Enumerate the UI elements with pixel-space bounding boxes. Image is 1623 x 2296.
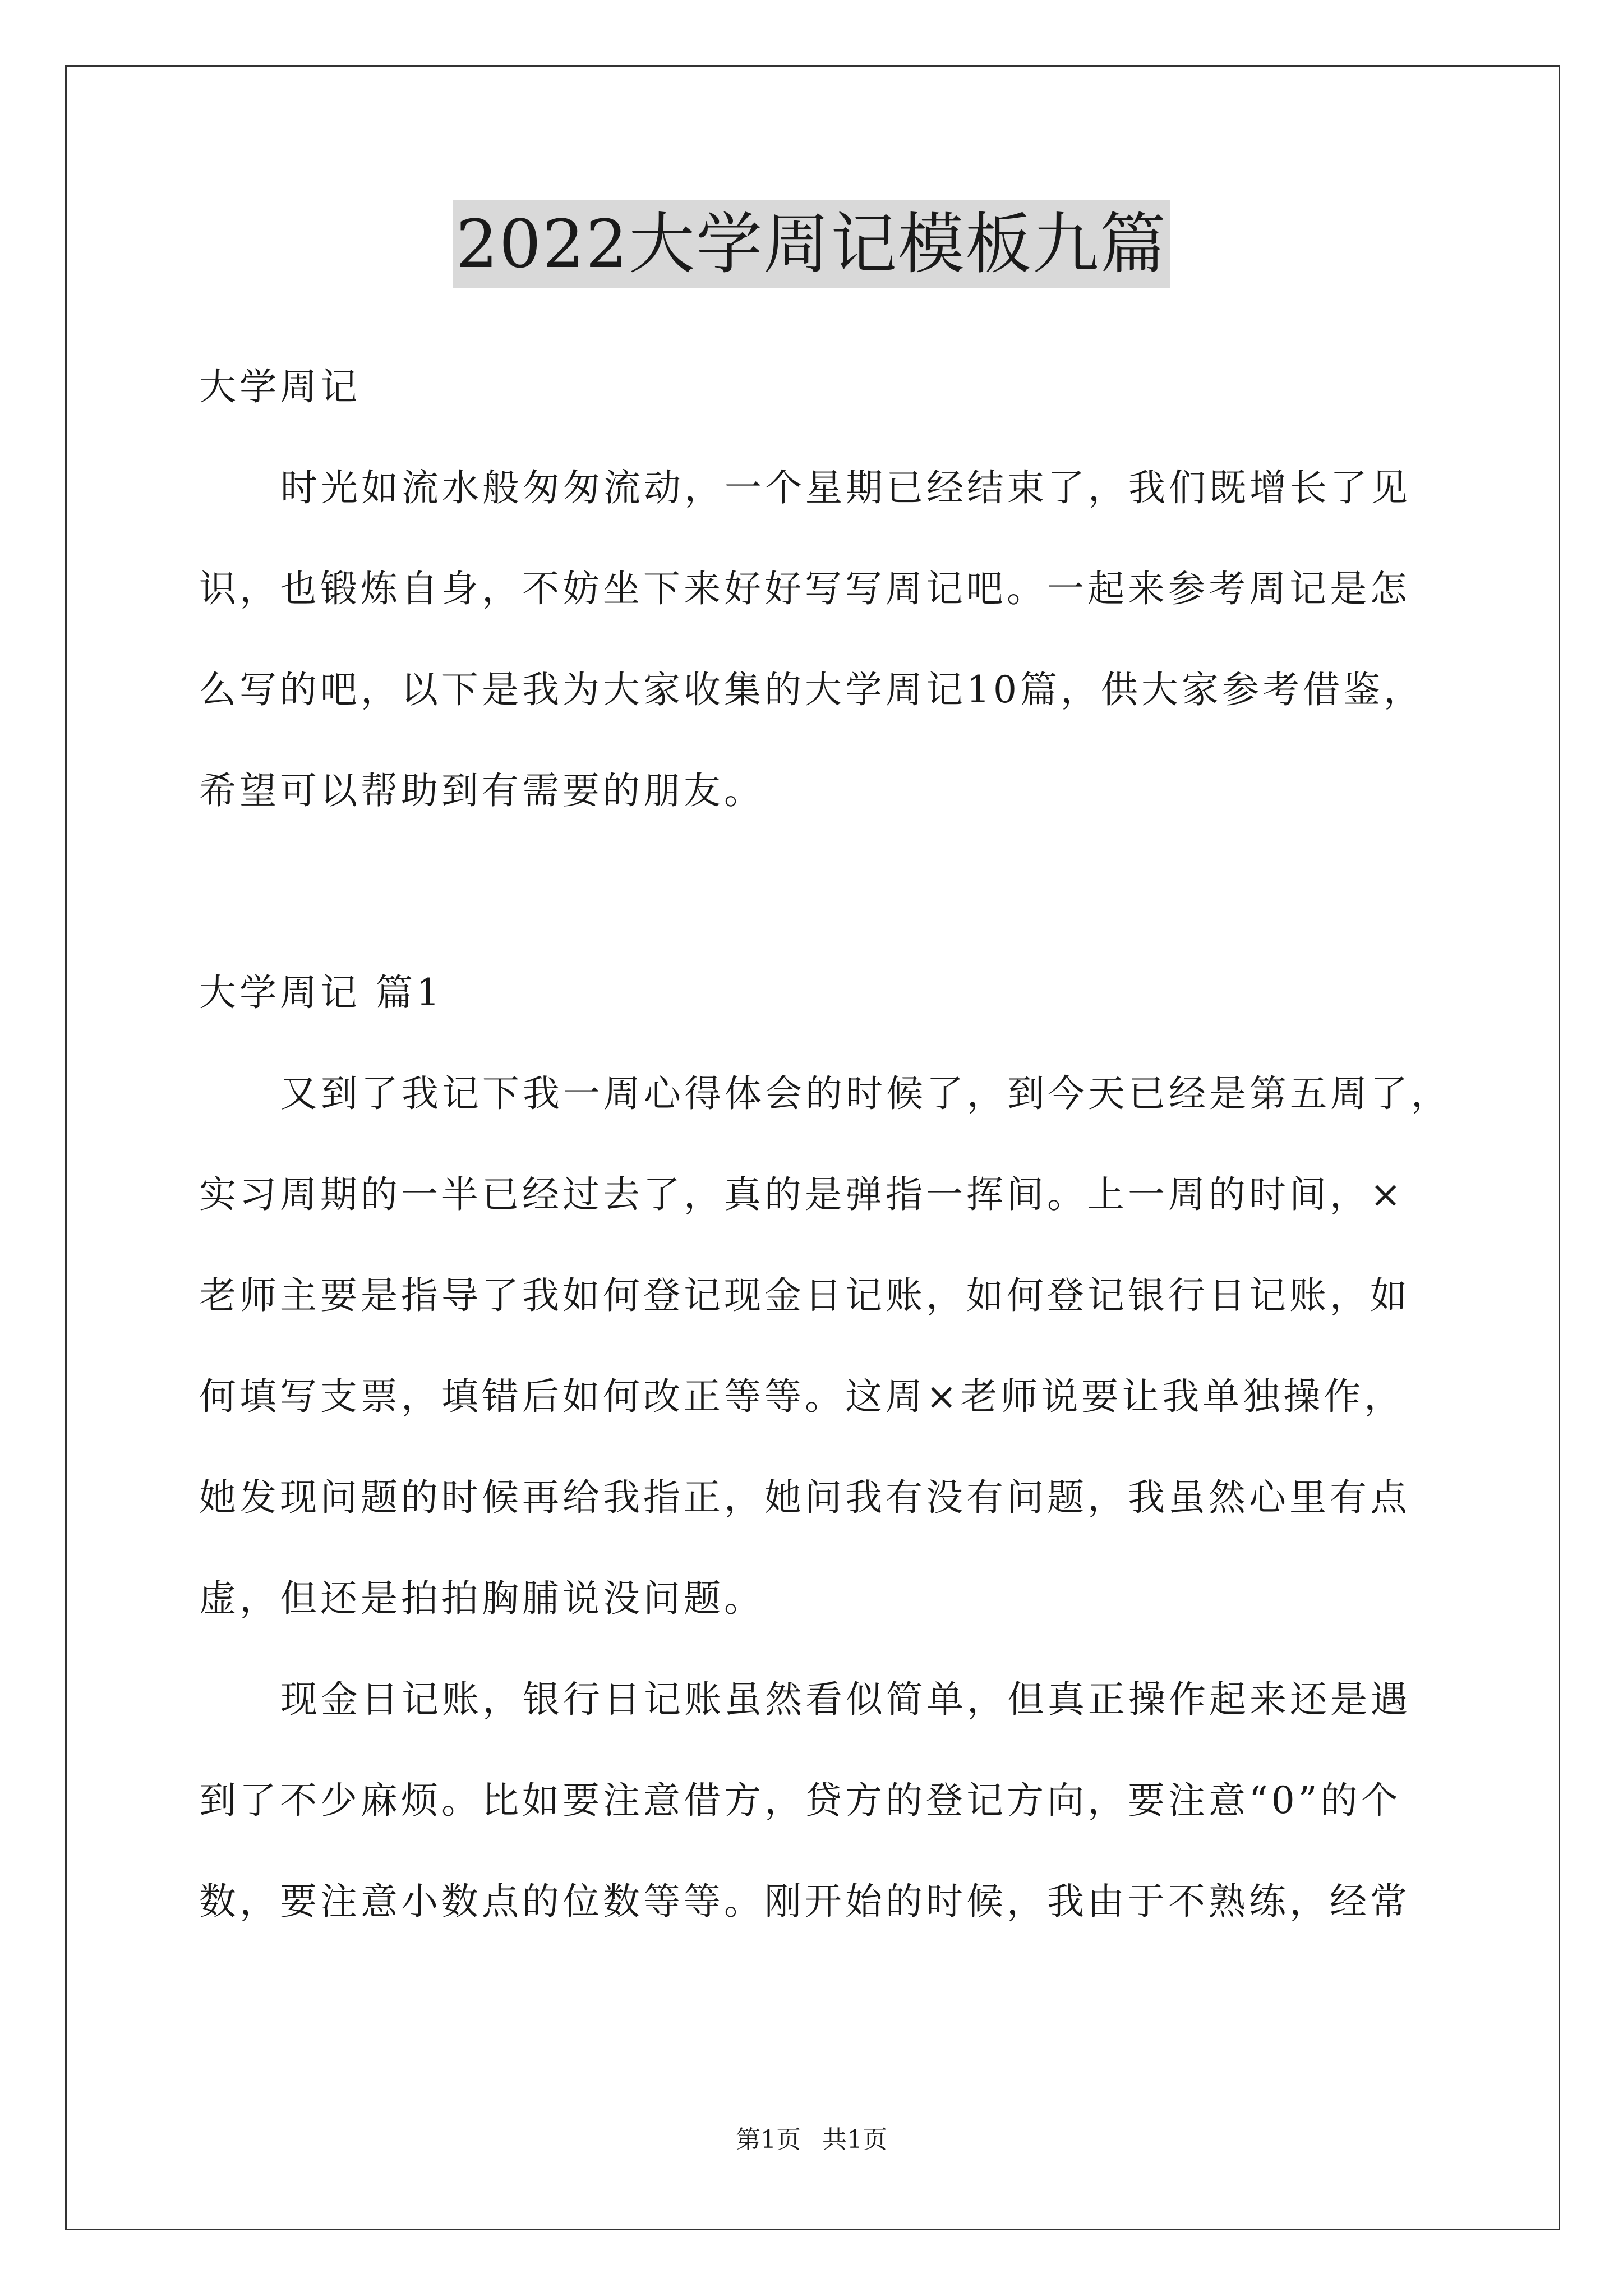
paragraph-line: 又到了我记下我一周心得体会的时候了，到今天已经是第五周了， [280, 1072, 1451, 1115]
paragraph-line: 么写的吧，以下是我为大家收集的大学周记10篇，供大家参考借鉴， [199, 668, 1424, 711]
paragraph-line: 数，要注意小数点的位数等等。刚开始的时候，我由于不熟练，经常 [199, 1880, 1410, 1923]
page-footer [0, 2123, 1623, 2157]
title-container [0, 200, 1623, 288]
section-heading: 大学周记 篇1 [199, 971, 443, 1014]
intro-paragraph [199, 438, 1438, 841]
intro-heading: 大学周记 [199, 365, 361, 408]
paragraph-line: 希望可以帮助到有需要的朋友。 [199, 769, 764, 812]
paragraph-line: 老师主要是指导了我如何登记现金日记账，如何登记银行日记账，如 [199, 1274, 1410, 1317]
paragraph-line: 时光如流水般匆匆流动，一个星期已经结束了，我们既增长了见 [280, 466, 1411, 509]
paragraph-line: 实习周期的一半已经过去了，真的是弹指一挥间。上一周的时间，× [199, 1173, 1405, 1216]
paragraph-line: 虚，但还是拍拍胸脯说没问题。 [199, 1577, 764, 1620]
document-title: 2022大学周记模板九篇 [453, 200, 1170, 288]
section1-paragraph-1 [199, 1043, 1451, 1649]
paragraph-line: 何填写支票，填错后如何改正等等。这周×老师说要让我单独操作， [199, 1375, 1405, 1418]
paragraph-line: 现金日记账，银行日记账虽然看似简单，但真正操作起来还是遇 [280, 1678, 1411, 1721]
page-total: 共1页 [822, 2125, 887, 2154]
blank-line [199, 841, 1438, 942]
document-body [199, 337, 1451, 1952]
paragraph-line: 她发现问题的时候再给我指正，她问我有没有问题，我虽然心里有点 [199, 1476, 1410, 1519]
section1-paragraph-2 [199, 1649, 1438, 1952]
page-number: 第1页 [736, 2125, 801, 2154]
paragraph-line: 识，也锻炼自身，不妨坐下来好好写写周记吧。一起来参考周记是怎 [199, 567, 1410, 610]
paragraph-line: 到了不少麻烦。比如要注意借方，贷方的登记方向，要注意“0”的个 [199, 1779, 1401, 1822]
